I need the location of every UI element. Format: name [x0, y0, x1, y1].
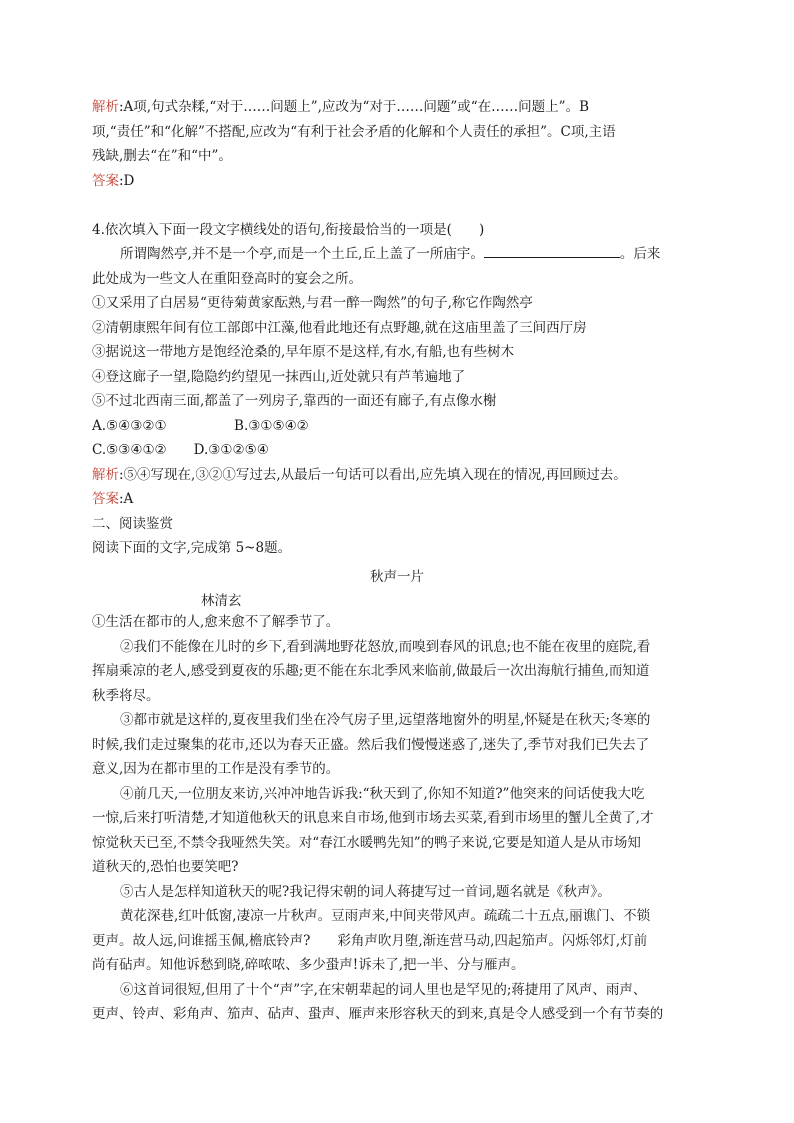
choices-row: A.⑤④③②① B.③①⑤④② [92, 418, 309, 434]
article-line: 意义,因为在都市里的工作是没有季节的。 [92, 761, 340, 777]
passage-line: 此处成为一些文人在重阳登高时的宴会之所。 [92, 271, 362, 287]
question-stem: 4.依次填入下面一段文字横线处的语句,衔接最恰当的一项是( ) [92, 222, 485, 238]
answer-label: 答案 [92, 173, 119, 189]
answer-label: 答案 [92, 491, 119, 507]
option-line: ④登这廊子一望,隐隐约约望见一抹西山,近处就只有芦苇遍地了 [92, 369, 466, 385]
article-line: 更声、铃声、彩角声、笳声、砧声、蛩声、雁声来形容秋天的到来,真是令人感受到一个有节奏的 [92, 1006, 664, 1022]
article-line: 挥扇乘凉的老人,感受到夏夜的乐趣;更不能在东北季风来临前,做最后一次出海航行捕鱼,而知道 [92, 663, 650, 679]
article-line: ①生活在都市的人,愈来愈不了解季节了。 [92, 614, 340, 630]
analysis-line: 残缺,删去“在”和“中”。 [92, 148, 232, 164]
section-instruction: 阅读下面的文字,完成第 5~8题。 [92, 540, 292, 556]
article-author: 林清玄 [201, 593, 242, 609]
article-line: 秋季将尽。 [92, 688, 160, 704]
analysis-label: 解析 [92, 467, 119, 483]
article-line: 尚有砧声。知他诉愁到晓,碎哝哝、多少蛩声!诉未了,把一半、分与雁声。 [92, 957, 525, 973]
option-line: ②清朝康熙年间有位工部郎中江藻,他看此地还有点野趣,就在这庙里盖了三间西厅房 [92, 320, 587, 336]
analysis-line: 解析:⑤④写现在,③②①写过去,从最后一句话可以看出,应先填入现在的情况,再回顾过去。 [92, 467, 627, 483]
answer-line [92, 491, 133, 508]
fill-blank [484, 246, 620, 258]
article-line: 惊觉秋天已至,不禁令我哑然失笑。对“春江水暖鸭先知”的鸭子来说,它要是知道人是从市场知 [92, 835, 641, 851]
article-line: ⑤古人是怎样知道秋天的呢?我记得宋朝的词人蒋捷写过一首词,题名就是《秋声》。 [120, 884, 611, 900]
article-line: ⑥这首词很短,但用了十个“声”字,在宋朝辈起的词人里也是罕见的;蒋捷用了风声、雨声、 [120, 982, 647, 998]
option-line: ⑤不过北西南三面,都盖了一列房子,靠西的一面还有廊子,有点像水榭 [92, 393, 497, 409]
analysis-label: 解析 [92, 99, 119, 115]
article-line: ④前几天,一位朋友来访,兴冲冲地告诉我:“秋天到了,你知不知道?”他突来的问话使我大吃 [120, 786, 645, 802]
article-line: 更声。故人远,问谁摇玉佩,檐底铃声? 彩角声吹月堕,渐连营马动,四起笳声。闪烁邻灯,灯前 [92, 933, 648, 949]
option-line: ①又采用了白居易“更待菊黄家酝熟,与君一醉一陶然”的句子,称它作陶然亭 [92, 295, 533, 311]
section-heading: 二、阅读鉴赏 [92, 516, 173, 532]
answer-line [92, 173, 134, 190]
option-line: ③据说这一带地方是饱经沧桑的,早年原不是这样,有水,有船,也有些树木 [92, 344, 515, 360]
article-line: 黄花深巷,红叶低窗,凄凉一片秋声。豆雨声来,中间夹带风声。疏疏二十五点,丽谯门、不锁 [120, 908, 651, 924]
article-line: 一惊,后来打听清楚,才知道他秋天的讯息来自市场,他到市场去买菜,看到市场里的蟹儿全黄了,才 [92, 810, 654, 826]
analysis-line: 解析:A项,句式杂糅,“对于……问题上”,应改为“对于……问题”或“在……问题上”。B [92, 99, 590, 115]
article-line: 道秋天的,恐怕也要笑吧? [92, 859, 239, 875]
article-line: 时候,我们走过聚集的花市,还以为春天正盛。然后我们慢慢迷惑了,迷失了,季节对我们已失去了 [92, 737, 650, 753]
answer-value: :D [119, 173, 135, 189]
choices-row: C.⑤③④①② D.③①②⑤④ [92, 442, 269, 458]
article-line: ③都市就是这样的,夏夜里我们坐在冷气房子里,远望落地窗外的明星,怀疑是在秋天;冬寒的 [120, 712, 651, 728]
article-line: ②我们不能像在儿时的乡下,看到满地野花怒放,而嗅到春风的讯息;也不能在夜里的庭院,看 [120, 639, 651, 655]
passage-line: 所谓陶然亭,并不是一个亭,而是一个土丘,丘上盖了一所庙宇。 。后来 [120, 246, 661, 262]
article-title: 秋声一片 [370, 569, 424, 585]
answer-value: :A [119, 491, 134, 507]
analysis-line: 项,“责任”和“化解”不搭配,应改为“有利于社会矛盾的化解和个人责任的承担”。C项,主语 [92, 124, 616, 140]
